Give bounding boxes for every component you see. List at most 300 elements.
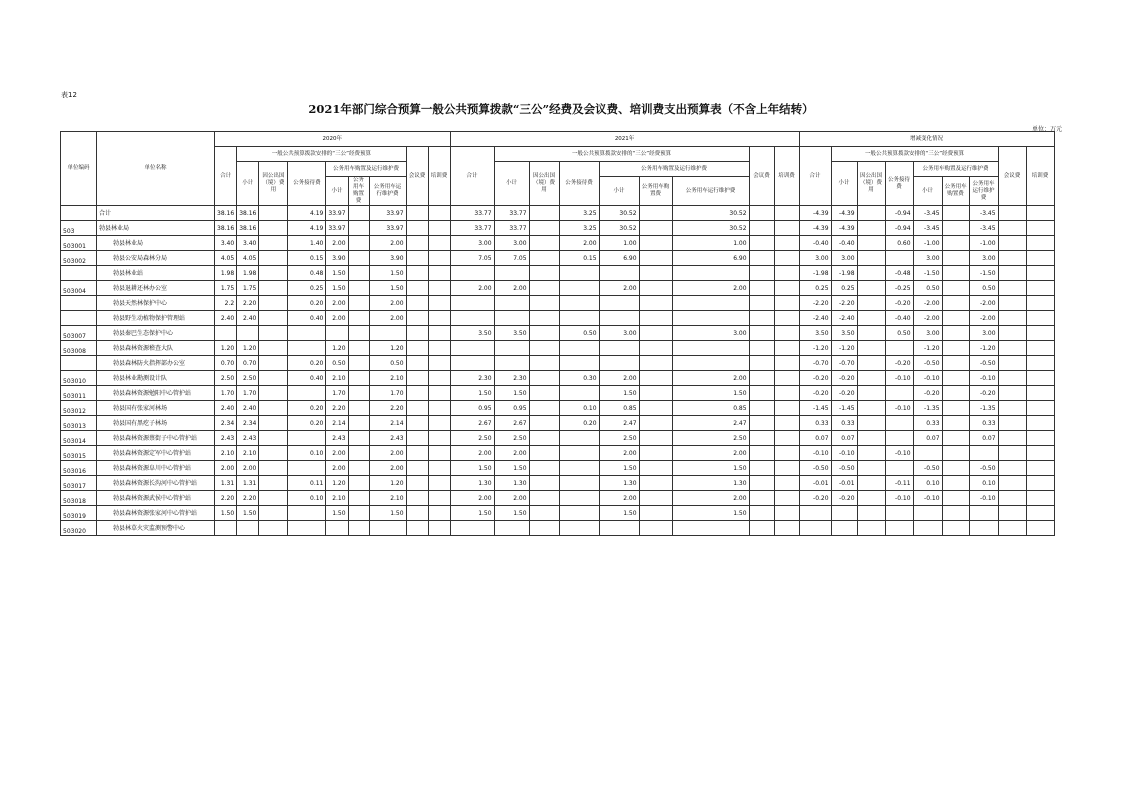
value-cell [639,506,672,521]
value-cell: -1.00 [913,236,942,251]
table-row [61,461,1055,476]
value-cell [774,446,799,461]
value-cell: 1.50 [494,461,529,476]
value-cell: 1.20 [326,476,348,491]
header-vehicle-purchase: 公务用车购置费 [942,177,969,206]
value-cell: 2.2 [215,296,237,311]
value-cell [599,341,639,356]
value-cell [348,296,369,311]
value-cell: 1.70 [369,386,406,401]
value-cell [259,401,288,416]
value-cell: 3.00 [494,236,529,251]
value-cell [1026,206,1054,221]
value-cell [639,251,672,266]
value-cell: 2.30 [450,371,494,386]
value-cell: 2.00 [326,296,348,311]
header-meeting: 会议费 [749,147,774,206]
value-cell [237,521,259,536]
header-2021: 2021年 [450,132,799,147]
value-cell: -0.40 [885,311,913,326]
value-cell: 0.25 [831,281,857,296]
value-cell: 2.00 [672,371,749,386]
value-cell [998,521,1026,536]
value-cell [942,221,969,236]
value-cell [348,461,369,476]
value-cell: 3.00 [450,236,494,251]
value-cell [529,356,559,371]
value-cell [998,251,1026,266]
value-cell [998,266,1026,281]
value-cell: 1.31 [215,476,237,491]
value-cell: 1.20 [215,341,237,356]
value-cell [529,401,559,416]
value-cell: 2.40 [237,401,259,416]
value-cell [749,401,774,416]
value-cell [529,341,559,356]
value-cell: 0.33 [831,416,857,431]
value-cell [749,236,774,251]
value-cell [1026,266,1054,281]
value-cell: 0.95 [494,401,529,416]
page-title: 2021年部门综合预算一般公共预算拨款“三公”经费及会议费、培训费支出预算表（不含上年结转） [308,102,814,116]
table-row [61,476,1055,491]
value-cell: 0.20 [288,401,326,416]
value-cell: -2.20 [831,296,857,311]
value-cell [774,491,799,506]
value-cell [639,371,672,386]
value-cell: -0.70 [799,356,831,371]
value-cell [885,461,913,476]
value-cell [348,431,369,446]
value-cell: 0.10 [913,476,942,491]
value-cell [348,311,369,326]
value-cell [774,341,799,356]
unit-name-cell: 勃县国有张家河林场 [97,401,215,416]
value-cell [639,296,672,311]
table-row [61,236,1055,251]
value-cell: 7.05 [450,251,494,266]
value-cell: 0.48 [288,266,326,281]
value-cell [599,521,639,536]
value-cell [259,386,288,401]
value-cell: 1.50 [494,506,529,521]
unit-name-cell: 勃县森林资源蔡街子中心管护站 [97,431,215,446]
table-number-label: 表12 [61,91,77,99]
value-cell: -0.50 [913,356,942,371]
value-cell [774,236,799,251]
value-cell [672,341,749,356]
value-cell: 2.00 [326,446,348,461]
header-sangong: 一般公共预算拨款安排的“三公”经费预算 [237,147,406,162]
table-row [61,356,1055,371]
value-cell [857,266,885,281]
value-cell: -0.20 [913,386,942,401]
value-cell [259,206,288,221]
value-cell [259,491,288,506]
value-cell [998,221,1026,236]
header-reception: 公务接待费 [885,162,913,206]
value-cell [774,416,799,431]
value-cell [857,461,885,476]
value-cell [998,416,1026,431]
header-reception: 公务接待费 [559,162,599,206]
value-cell [348,401,369,416]
value-cell [529,386,559,401]
value-cell: -4.39 [799,221,831,236]
value-cell [259,476,288,491]
header-2020: 2020年 [215,132,451,147]
value-cell [559,461,599,476]
value-cell: 2.43 [237,431,259,446]
value-cell [529,281,559,296]
value-cell [406,281,428,296]
value-cell [749,251,774,266]
value-cell: 3.50 [450,326,494,341]
value-cell [348,326,369,341]
value-cell: 3.00 [799,251,831,266]
unit-name-cell: 勃县林业勘测设计队 [97,371,215,386]
value-cell: 1.20 [369,476,406,491]
value-cell [774,251,799,266]
value-cell: 3.25 [559,206,599,221]
value-cell [942,476,969,491]
value-cell [885,341,913,356]
value-cell [406,386,428,401]
value-cell: 33.97 [326,221,348,236]
value-cell [774,221,799,236]
value-cell: 2.00 [494,491,529,506]
value-cell [406,266,428,281]
table-row [61,491,1055,506]
value-cell [288,506,326,521]
value-cell: -1.45 [799,401,831,416]
value-cell: -0.10 [885,401,913,416]
unit-label: 单位：万元 [1031,126,1062,133]
value-cell: 0.95 [450,401,494,416]
value-cell [559,386,599,401]
value-cell [559,476,599,491]
value-cell: 1.50 [672,386,749,401]
value-cell [639,401,672,416]
value-cell [998,281,1026,296]
value-cell [348,356,369,371]
value-cell: 1.50 [599,506,639,521]
unit-name-cell: 勃县公安局森林分局 [97,251,215,266]
value-cell [348,341,369,356]
unit-code-cell: 503004 [61,281,97,296]
value-cell [450,266,494,281]
value-cell: -2.00 [913,296,942,311]
value-cell [942,506,969,521]
value-cell: 1.50 [672,461,749,476]
value-cell: 1.30 [672,476,749,491]
value-cell: 1.50 [450,386,494,401]
value-cell [998,401,1026,416]
value-cell [1026,491,1054,506]
value-cell [639,446,672,461]
value-cell [559,296,599,311]
unit-code-cell: 503002 [61,251,97,266]
value-cell: 33.97 [326,206,348,221]
value-cell [1026,281,1054,296]
value-cell [639,521,672,536]
value-cell [885,506,913,521]
value-cell: 2.00 [494,446,529,461]
value-cell [529,326,559,341]
value-cell: -2.00 [969,296,998,311]
value-cell [369,521,406,536]
value-cell: -1.98 [831,266,857,281]
value-cell [998,491,1026,506]
unit-code-cell [61,356,97,371]
value-cell [259,341,288,356]
value-cell: 0.07 [913,431,942,446]
header-training: 培训费 [428,147,450,206]
table-body [61,206,1055,536]
value-cell [428,386,450,401]
value-cell [406,506,428,521]
value-cell [259,431,288,446]
value-cell: 1.50 [450,506,494,521]
value-cell: 0.85 [599,401,639,416]
value-cell [428,311,450,326]
value-cell: 2.20 [326,401,348,416]
value-cell [559,281,599,296]
unit-name-cell: 勃县森林资源勉阳中心管护站 [97,386,215,401]
value-cell: 0.70 [237,356,259,371]
table-row [61,296,1055,311]
value-cell: -0.10 [885,446,913,461]
value-cell: 2.20 [369,401,406,416]
value-cell: 0.25 [799,281,831,296]
header-abroad: 因公出国（境）费用 [857,162,885,206]
value-cell: -0.20 [799,371,831,386]
value-cell [942,206,969,221]
value-cell [428,431,450,446]
value-cell: 1.00 [599,236,639,251]
value-cell [406,296,428,311]
value-cell: 4.05 [237,251,259,266]
header-abroad: 因公出国（境）费用 [529,162,559,206]
value-cell: 1.50 [237,506,259,521]
value-cell [326,326,348,341]
value-cell: 0.20 [288,356,326,371]
value-cell [774,431,799,446]
value-cell [348,446,369,461]
value-cell: -0.10 [799,446,831,461]
value-cell: 2.43 [326,431,348,446]
value-cell: 2.40 [237,311,259,326]
value-cell [799,521,831,536]
value-cell: -0.10 [969,491,998,506]
value-cell: -1.50 [913,266,942,281]
value-cell: 0.40 [288,371,326,386]
value-cell [450,521,494,536]
value-cell [885,521,913,536]
value-cell [639,341,672,356]
value-cell: 1.50 [326,281,348,296]
value-cell [749,311,774,326]
value-cell: 2.20 [237,296,259,311]
value-cell: -0.94 [885,221,913,236]
value-cell [348,206,369,221]
value-cell: 2.00 [599,491,639,506]
value-cell: 30.52 [599,206,639,221]
table-row [61,251,1055,266]
value-cell [942,521,969,536]
value-cell [428,296,450,311]
value-cell [774,311,799,326]
header-vehicle: 公务用车购置及运行维护费 [913,162,998,177]
unit-code-cell: 503013 [61,416,97,431]
value-cell: -0.40 [799,236,831,251]
value-cell [639,491,672,506]
value-cell: 2.47 [599,416,639,431]
value-cell: 2.00 [326,461,348,476]
value-cell [494,296,529,311]
value-cell: 2.43 [215,431,237,446]
value-cell [942,356,969,371]
value-cell [942,236,969,251]
value-cell [529,251,559,266]
value-cell [348,506,369,521]
value-cell [259,416,288,431]
value-cell: 2.00 [450,491,494,506]
value-cell [237,326,259,341]
value-cell [639,416,672,431]
value-cell: 1.70 [215,386,237,401]
value-cell: 0.10 [559,401,599,416]
value-cell [857,446,885,461]
value-cell: 2.50 [672,431,749,446]
unit-name-cell: 勃县森林资源阜川中心管护站 [97,461,215,476]
value-cell [288,326,326,341]
value-cell [942,326,969,341]
value-cell [406,356,428,371]
unit-name-cell: 勃县森林资源稽查大队 [97,341,215,356]
value-cell [259,221,288,236]
value-cell [857,296,885,311]
value-cell: 3.90 [369,251,406,266]
value-cell [559,356,599,371]
value-cell: 3.25 [559,221,599,236]
value-cell [428,326,450,341]
unit-code-cell [61,296,97,311]
value-cell: 2.00 [672,446,749,461]
value-cell [998,476,1026,491]
value-cell: -1.20 [969,341,998,356]
value-cell [639,206,672,221]
value-cell: 3.00 [599,326,639,341]
value-cell: -4.39 [799,206,831,221]
value-cell: 1.50 [369,506,406,521]
value-cell [857,236,885,251]
unit-code-cell [61,311,97,326]
value-cell: 2.14 [369,416,406,431]
value-cell: -0.50 [969,461,998,476]
value-cell: 2.10 [215,446,237,461]
value-cell [749,341,774,356]
unit-name-cell: 勃县野生动植物保护管理站 [97,311,215,326]
value-cell [406,251,428,266]
value-cell: 2.50 [237,371,259,386]
value-cell [529,461,559,476]
value-cell [857,491,885,506]
value-cell [857,281,885,296]
value-cell: -0.10 [885,371,913,386]
value-cell [857,251,885,266]
value-cell [348,491,369,506]
value-cell [348,386,369,401]
value-cell [529,521,559,536]
value-cell: 2.47 [672,416,749,431]
value-cell: -2.00 [913,311,942,326]
header-reception: 公务接待费 [288,162,326,206]
value-cell [428,206,450,221]
value-cell [885,251,913,266]
value-cell [1026,401,1054,416]
header-subtotal: 小计 [913,177,942,206]
header-sangong: 一般公共预算拨款安排的“三公”经费预算 [831,147,998,162]
value-cell [529,506,559,521]
value-cell: 2.50 [450,431,494,446]
value-cell [774,281,799,296]
value-cell: 2.10 [237,446,259,461]
value-cell [998,506,1026,521]
unit-name-cell: 勃县国有黑疙子林场 [97,416,215,431]
value-cell [942,296,969,311]
value-cell [259,296,288,311]
value-cell [406,521,428,536]
value-cell [942,461,969,476]
value-cell: 2.00 [599,371,639,386]
value-cell [259,461,288,476]
value-cell [857,506,885,521]
value-cell [559,311,599,326]
value-cell [559,431,599,446]
value-cell [749,221,774,236]
value-cell: 4.19 [288,206,326,221]
value-cell [259,446,288,461]
table-row [61,386,1055,401]
value-cell: -0.50 [913,461,942,476]
value-cell [799,506,831,521]
value-cell [942,341,969,356]
value-cell: -4.39 [831,221,857,236]
value-cell [942,446,969,461]
value-cell [348,371,369,386]
unit-code-cell: 503017 [61,476,97,491]
value-cell [749,431,774,446]
value-cell: -2.00 [969,311,998,326]
value-cell [969,506,998,521]
unit-name-cell: 勃县林业局 [97,236,215,251]
value-cell [857,326,885,341]
value-cell [494,341,529,356]
unit-code-cell [61,266,97,281]
value-cell: -3.45 [913,221,942,236]
value-cell [942,266,969,281]
value-cell: 0.50 [369,356,406,371]
value-cell [599,311,639,326]
budget-table [60,131,1055,536]
value-cell: 3.00 [913,251,942,266]
value-cell: 1.30 [599,476,639,491]
value-cell: 2.40 [215,401,237,416]
value-cell: -0.20 [831,371,857,386]
header-vehicle: 公务用车购置及运行维护费 [599,162,749,177]
value-cell: 0.15 [559,251,599,266]
